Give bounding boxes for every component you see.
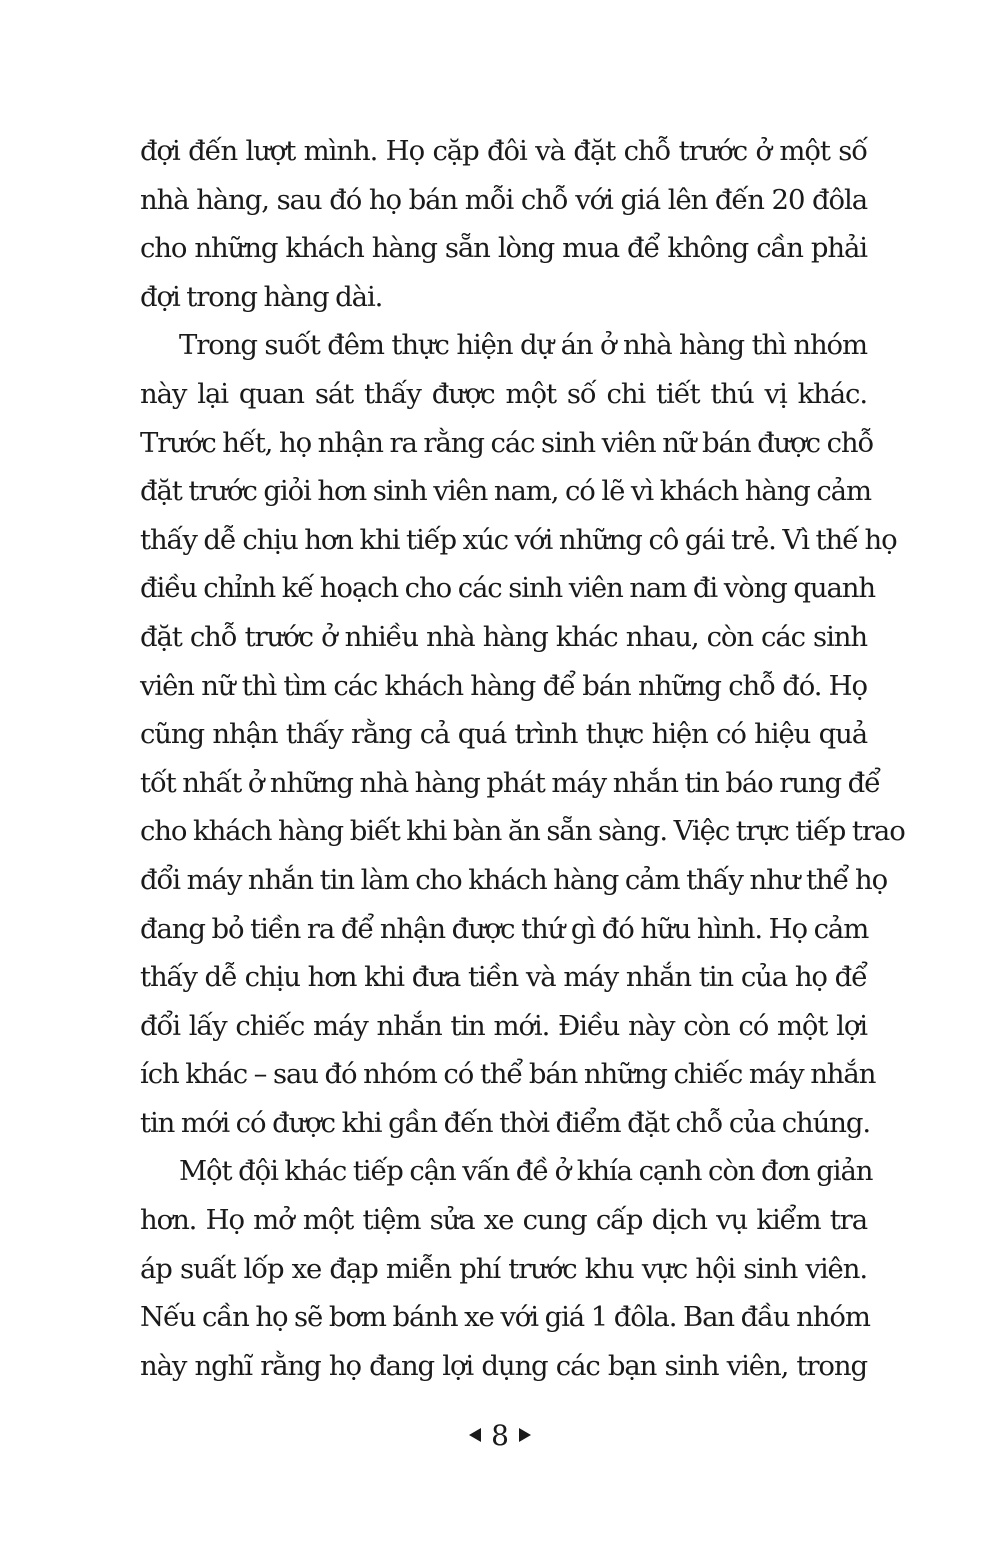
text-line: Trước hết, họ nhận ra rằng các sinh viên nữ bán được chỗ — [140, 426, 874, 459]
left-triangle-icon — [469, 1428, 481, 1442]
text-line: này nghĩ rằng họ đang lợi dụng các bạn sinh viên, trong — [140, 1349, 867, 1382]
text-line: này lại quan sát thấy được một số chi tiết thú vị khác. — [140, 377, 867, 410]
text-line: điều chỉnh kế hoạch cho các sinh viên nam đi vòng quanh — [140, 572, 876, 605]
right-triangle-icon — [519, 1428, 531, 1442]
text-line: tin mới có được khi gần đến thời điểm đặt chỗ của chúng. — [140, 1106, 870, 1139]
text-line: cũng nhận thấy rằng cả quá trình thực hiện có hiệu quả — [140, 718, 867, 751]
text-line: ích khác – sau đó nhóm có thể bán những chiếc máy nhắn — [140, 1058, 876, 1091]
text-line: Nếu cần họ sẽ bơm bánh xe với giá 1 đôla. Ban đầu nhóm — [140, 1301, 870, 1334]
text-line: đang bỏ tiền ra để nhận được thứ gì đó hữu hình. Họ cảm — [140, 912, 869, 945]
text-line: đổi máy nhắn tin làm cho khách hàng cảm thấy như thể họ — [140, 863, 888, 896]
text-line: Một đội khác tiếp cận vấn đề ở khía cạnh còn đơn giản — [179, 1155, 873, 1188]
text-line: đợi trong hàng dài. — [140, 280, 383, 313]
page-footer — [0, 1420, 1000, 1452]
text-line: cho những khách hàng sẵn lòng mua để không cần phải — [140, 232, 867, 265]
text-line: tốt nhất ở những nhà hàng phát máy nhắn tin báo rung để — [140, 766, 880, 799]
text-line: áp suất lốp xe đạp miễn phí trước khu vực hội sinh viên. — [140, 1252, 867, 1285]
text-line: thấy dễ chịu hơn khi tiếp xúc với những cô gái trẻ. Vì thế họ — [140, 523, 897, 556]
page-number: 8 — [491, 1419, 509, 1452]
text-line: hơn. Họ mở một tiệm sửa xe cung cấp dịch vụ kiểm tra — [140, 1204, 867, 1237]
body-text — [140, 127, 905, 1390]
text-line: viên nữ thì tìm các khách hàng để bán những chỗ đó. Họ — [140, 669, 867, 702]
text-line: đổi lấy chiếc máy nhắn tin mới. Điều này còn có một lợi — [140, 1009, 867, 1042]
text-line: cho khách hàng biết khi bàn ăn sẵn sàng. Việc trực tiếp trao — [140, 815, 905, 848]
text-line: Trong suốt đêm thực hiện dự án ở nhà hàng thì nhóm — [179, 329, 867, 362]
text-line: thấy dễ chịu hơn khi đưa tiền và máy nhắn tin của họ để — [140, 961, 867, 994]
text-line: đặt trước giỏi hơn sinh viên nam, có lẽ vì khách hàng cảm — [140, 475, 871, 508]
text-line: đặt chỗ trước ở nhiều nhà hàng khác nhau, còn các sinh — [140, 620, 867, 653]
text-line: đợi đến lượt mình. Họ cặp đôi và đặt chỗ trước ở một số — [140, 135, 867, 167]
text-line: nhà hàng, sau đó họ bán mỗi chỗ với giá lên đến 20 đôla — [140, 183, 867, 216]
